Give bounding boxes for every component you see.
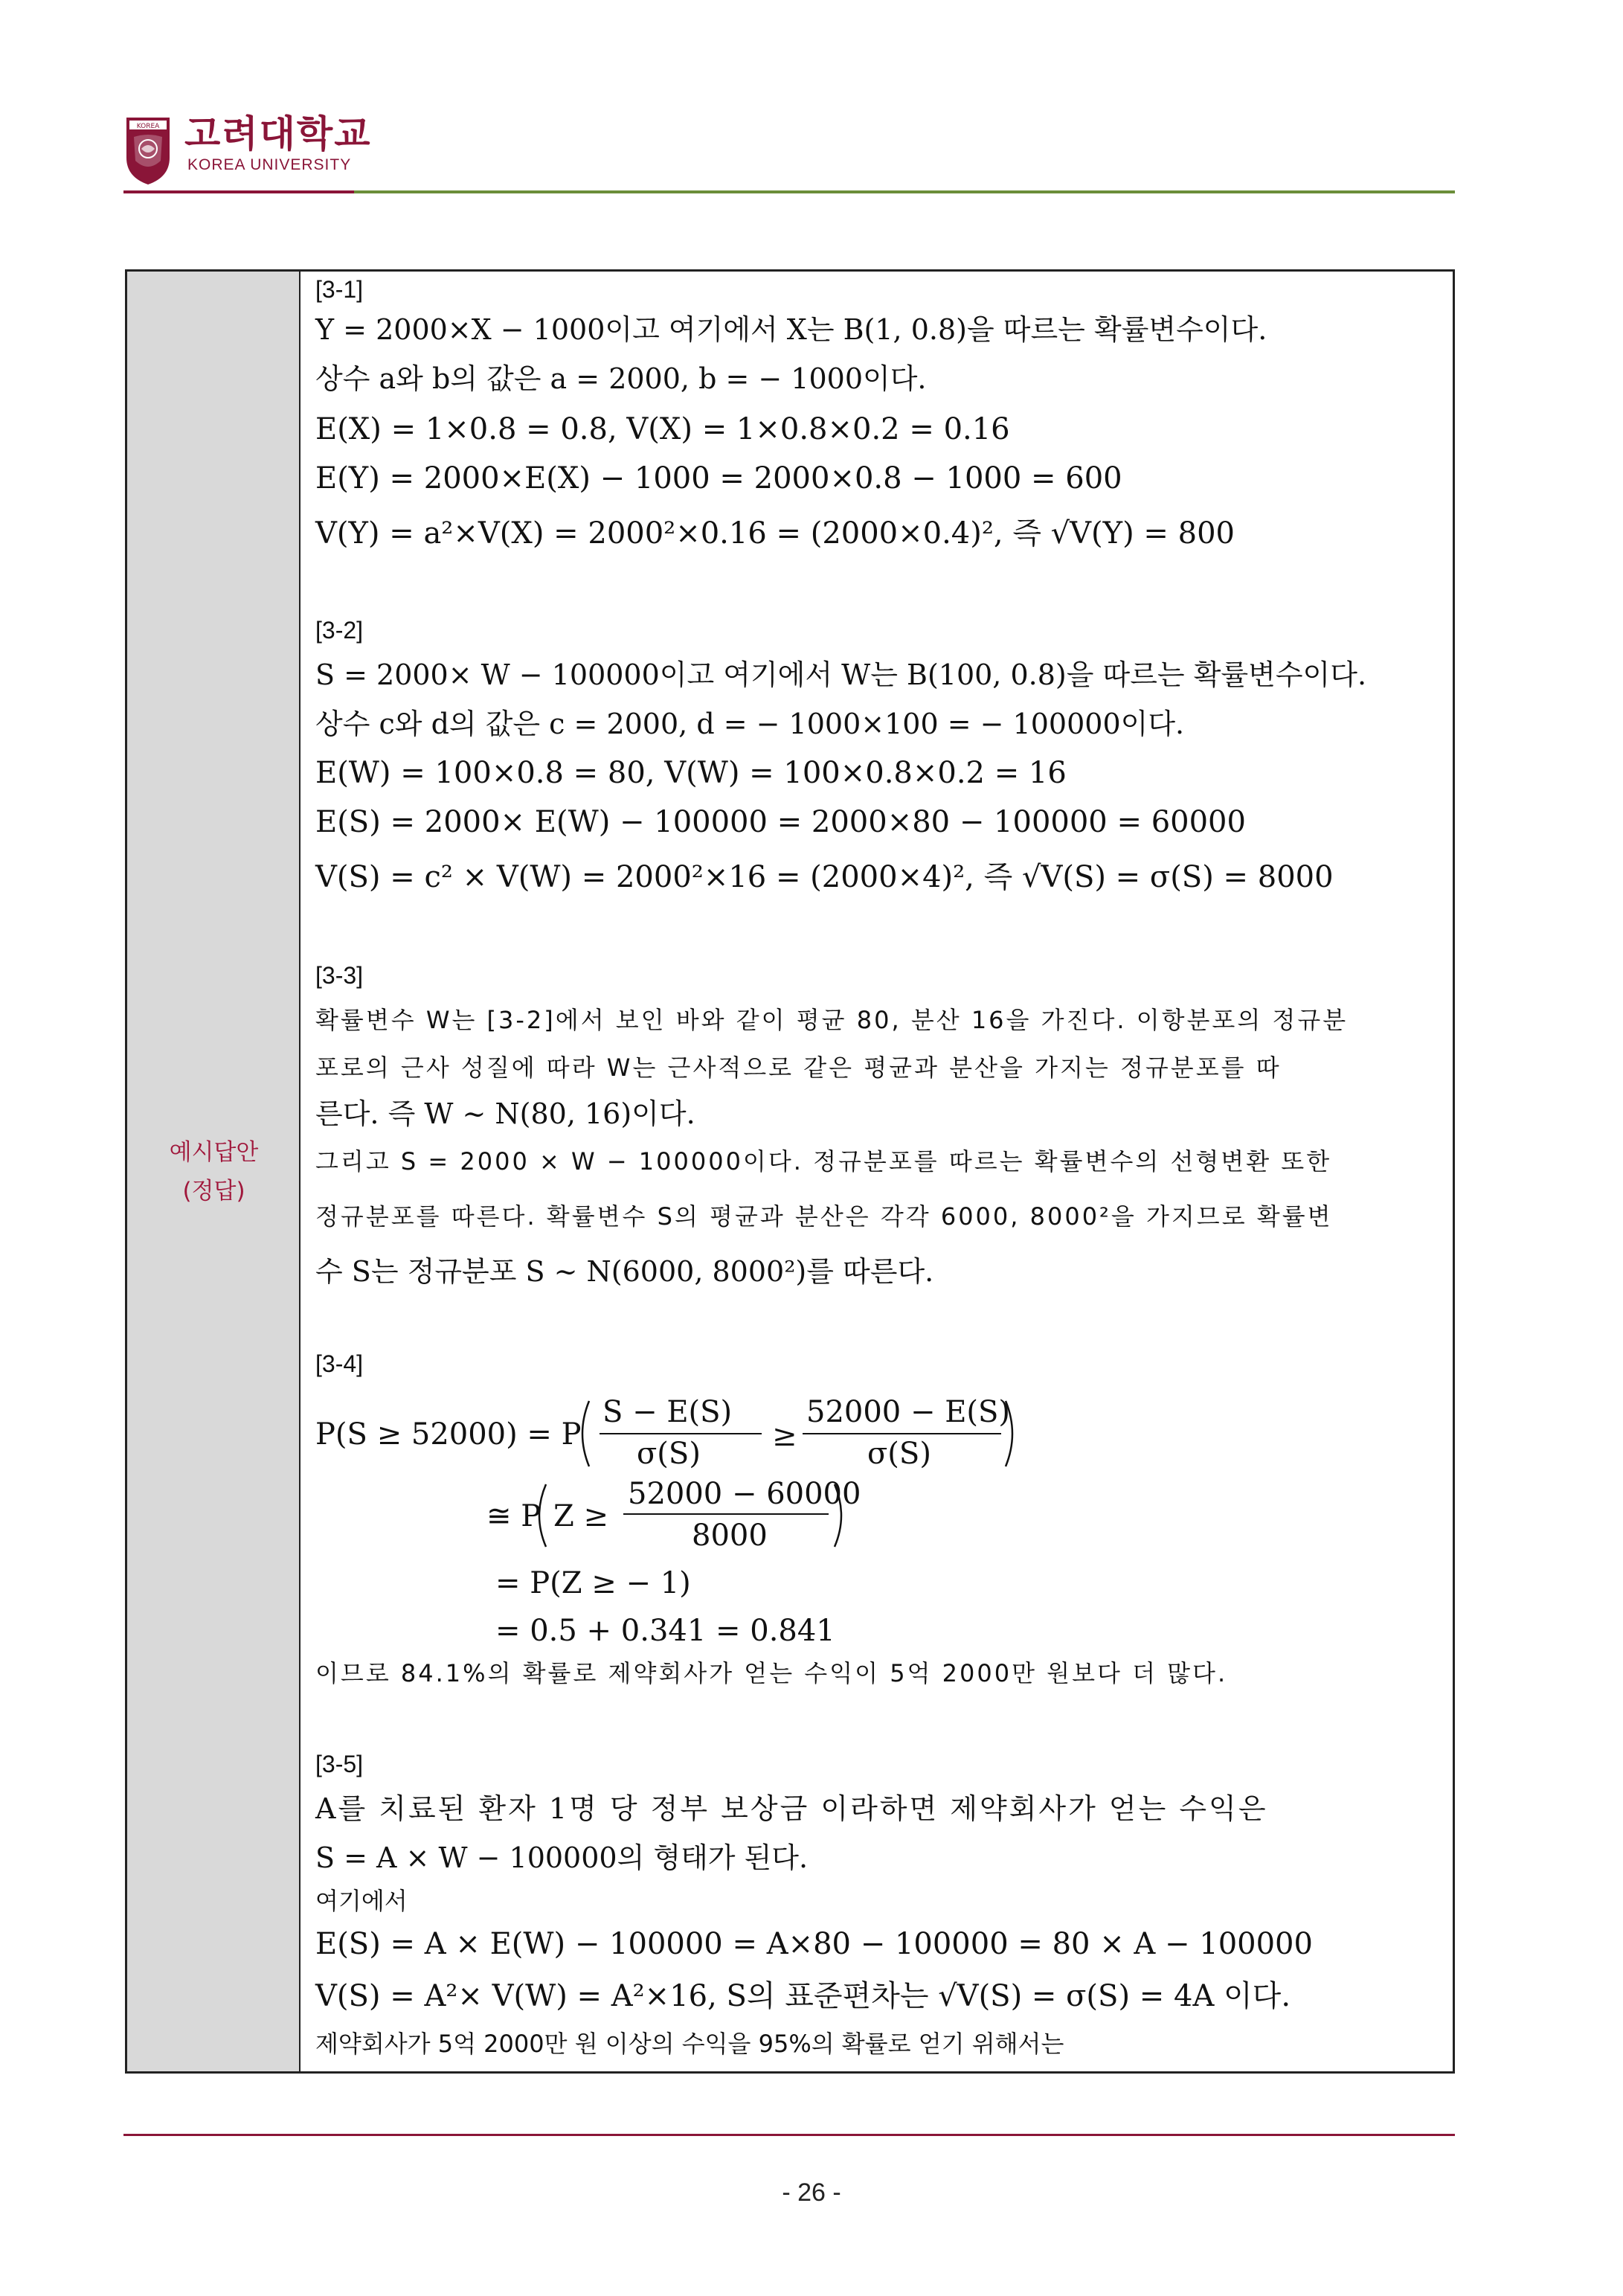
section-3-2-line1: S = 2000× W − 100000이고 여기에서 W는 B(100, 0.8)을 따르는 확률변수이다. <box>315 658 1367 691</box>
section-3-1-line1: Y = 2000×X − 1000이고 여기에서 X는 B(1, 0.8)을 따르는 확률변수이다. <box>315 313 1267 346</box>
answer-label <box>127 1133 301 1210</box>
section-3-2-line4: E(S) = 2000× E(W) − 100000 = 2000×80 − 100000 = 60000 <box>315 805 1246 839</box>
eq2-z: Z ≥ <box>553 1499 609 1533</box>
section-3-1-line2: 상수 a와 b의 값은 a = 2000, b = − 1000이다. <box>315 362 927 395</box>
section-3-5-line1: A를 치료된 환자 1명 당 정부 보상금 이라하면 제약회사가 얻는 수익은 <box>315 1792 1268 1825</box>
eq2-numerator: 52000 − 60000 <box>628 1477 861 1511</box>
label-cell <box>127 272 301 2071</box>
university-name-english: KOREA UNIVERSITY <box>187 156 352 173</box>
university-name-korean: 고려대학교 <box>184 112 372 155</box>
section-3-3-line6: 수 S는 정규분포 S ~ N(6000, 8000²)를 따른다. <box>315 1255 934 1288</box>
eq2-denominator: 8000 <box>692 1519 768 1553</box>
answer-table <box>125 269 1455 2074</box>
answer-label-line1: 예시답안 <box>169 1139 259 1166</box>
header-rule-right <box>354 190 1455 193</box>
section-3-1-heading: [3-1] <box>315 276 364 303</box>
section-3-2-line5: V(S) = c² × V(W) = 2000²×16 = (2000×4)², 즉 √V(S) = σ(S) = 8000 <box>315 860 1334 894</box>
section-3-3-line2: 포로의 근사 성질에 따라 W는 근사적으로 같은 평균과 분산을 가지는 정규분포를 따 <box>315 1054 1282 1082</box>
eq1-denominator-2: σ(S) <box>867 1437 931 1471</box>
section-3-5-line6: 제약회사가 5억 2000만 원 이상의 수익을 95%의 확률로 얻기 위해서는 <box>315 2030 1064 2058</box>
eq3: = P(Z ≥ − 1) <box>495 1566 691 1600</box>
section-3-5-line4: E(S) = A × E(W) − 100000 = A×80 − 100000 = 80 × A − 100000 <box>315 1927 1313 1961</box>
footer-rule <box>123 2134 1455 2136</box>
eq1-denominator-1: σ(S) <box>637 1437 701 1471</box>
section-3-5-line2: S = A × W − 100000의 형태가 된다. <box>315 1841 809 1874</box>
section-3-3-line4: 그리고 S = 2000 × W − 100000이다. 정규분포를 따르는 확률변수의 선형변환 또한 <box>315 1147 1332 1176</box>
eq1-numerator-2: 52000 − E(S) <box>806 1395 1011 1429</box>
probability-derivation <box>315 1380 1431 1655</box>
section-3-1-line5: V(Y) = a²×V(X) = 2000²×0.16 = (2000×0.4)², 즉 √V(Y) = 800 <box>315 516 1235 551</box>
section-3-5-heading: [3-5] <box>315 1751 364 1777</box>
section-3-2-line2: 상수 c와 d의 값은 c = 2000, d = − 1000×100 = − 100000이다. <box>315 708 1185 740</box>
section-3-1-line4: E(Y) = 2000×E(X) − 1000 = 2000×0.8 − 1000 = 600 <box>315 461 1122 496</box>
university-seal-icon <box>123 115 173 186</box>
page-number: - 26 - <box>782 2178 841 2207</box>
section-3-5-line3: 여기에서 <box>315 1887 408 1915</box>
eq4: = 0.5 + 0.341 = 0.841 <box>495 1614 835 1648</box>
section-3-2-line3: E(W) = 100×0.8 = 80, V(W) = 100×0.8×0.2 = 16 <box>315 756 1067 790</box>
eq1-numerator-1: S − E(S) <box>602 1395 733 1429</box>
answer-label-line2: (정답) <box>182 1178 245 1205</box>
section-3-3-line1: 확률변수 W는 [3-2]에서 보인 바와 같이 평균 80, 분산 16을 가진다. 이항분포의 정규분 <box>315 1006 1349 1034</box>
seal-text: KOREA <box>136 123 160 130</box>
section-3-3-line3: 른다. 즉 W ~ N(80, 16)이다. <box>315 1097 695 1130</box>
section-3-4-conclusion: 이므로 84.1%의 확률로 제약회사가 얻는 수익이 5억 2000만 원보다 더 많다. <box>315 1659 1228 1687</box>
eq2-lhs: ≅ P <box>486 1499 541 1533</box>
section-3-3-line5: 정규분포를 따른다. 확률변수 S의 평균과 분산은 각각 6000, 8000²을 가지므로 확률변 <box>315 1202 1333 1231</box>
eq1-ge: ≥ <box>772 1419 797 1453</box>
section-3-3-heading: [3-3] <box>315 962 364 989</box>
section-3-1-line3: E(X) = 1×0.8 = 0.8, V(X) = 1×0.8×0.2 = 0.16 <box>315 412 1010 446</box>
section-3-5-line5: V(S) = A²× V(W) = A²×16, S의 표준편차는 √V(S) = σ(S) = 4A 이다. <box>315 1979 1291 2013</box>
eq1-lhs: P(S ≥ 52000) = P <box>315 1417 582 1452</box>
header-rule-left <box>123 190 354 193</box>
answer-content <box>315 272 1431 2071</box>
section-3-2-heading: [3-2] <box>315 617 364 644</box>
page-header <box>123 112 1455 193</box>
section-3-4-heading: [3-4] <box>315 1350 364 1377</box>
